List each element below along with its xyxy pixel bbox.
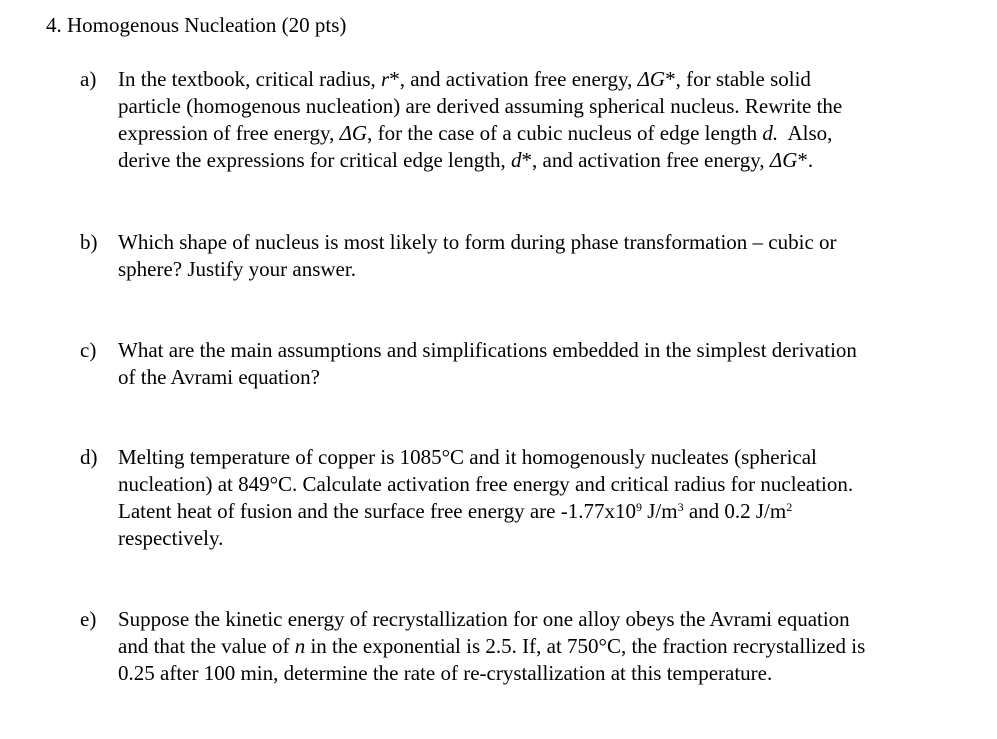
question-d-label: d) [80, 445, 98, 469]
question-d-line-4: respectively. [118, 526, 224, 550]
text-fragment: *, and activation free energy, [389, 67, 638, 91]
question-b-line-2: sphere? Justify your answer. [118, 257, 356, 281]
symbol-delta-g: ΔG [769, 148, 798, 172]
text-fragment: and 0.2 J/m [683, 499, 787, 523]
question-c-line-1: What are the main assumptions and simplifications embedded in the simplest derivation [118, 338, 857, 362]
question-e-label: e) [80, 607, 97, 631]
question-c-label: c) [80, 338, 97, 362]
text-fragment: Also, [778, 121, 833, 145]
question-a-text [118, 66, 958, 174]
question-e-line-1: Suppose the kinetic energy of recrystallization for one alloy obeys the Avrami equation [118, 607, 850, 631]
text-fragment: expression of free energy, [118, 121, 340, 145]
text-fragment: In the textbook, critical radius, [118, 67, 382, 91]
superscript: 9 [635, 499, 642, 514]
text-fragment: *, for stable solid [665, 67, 811, 91]
question-d-line-2: nucleation) at 849°C. Calculate activation free energy and critical radius for nucleation. [118, 472, 854, 496]
text-fragment: , for the case of a cubic nucleus of edge length [367, 121, 763, 145]
problem-heading: 4. Homogenous Nucleation (20 pts) [46, 13, 347, 37]
question-a-label: a) [80, 67, 97, 91]
question-a-line-1 [118, 66, 958, 93]
question-e-text [118, 606, 958, 687]
text-fragment: *. [797, 148, 814, 172]
question-c-text [118, 337, 958, 391]
symbol-delta-g: ΔG [637, 67, 666, 91]
question-c-line-2: of the Avrami equation? [118, 365, 320, 389]
symbol-r: r [381, 67, 390, 91]
text-fragment: J/m [641, 499, 678, 523]
superscript: 3 [677, 499, 684, 514]
symbol-delta-g: ΔG [339, 121, 368, 145]
text-fragment: in the exponential is 2.5. If, at 750°C, the fraction recrystallized is [305, 634, 866, 658]
text-fragment: and that the value of [118, 634, 295, 658]
text-fragment: *, and activation free energy, [521, 148, 770, 172]
text-fragment: derive the expressions for critical edge length, [118, 148, 512, 172]
symbol-d: d. [762, 121, 779, 145]
question-b-label: b) [80, 230, 98, 254]
question-d-line-3 [118, 498, 958, 525]
question-a-line-2: particle (homogenous nucleation) are derived assuming spherical nucleus. Rewrite the [118, 94, 843, 118]
question-d-text [118, 444, 958, 552]
question-d-line-1: Melting temperature of copper is 1085°C and it homogenously nucleates (spherical [118, 445, 817, 469]
question-b-text [118, 229, 958, 283]
superscript: 2 [786, 499, 793, 514]
question-e-line-3: 0.25 after 100 min, determine the rate of re-crystallization at this temperature. [118, 661, 773, 685]
text-fragment: Latent heat of fusion and the surface free energy are -1.77x10 [118, 499, 636, 523]
question-e-line-2 [118, 633, 958, 660]
symbol-n: n [294, 634, 306, 658]
question-b-line-1: Which shape of nucleus is most likely to form during phase transformation – cubic or [118, 230, 837, 254]
symbol-d: d [511, 148, 522, 172]
question-a-line-3 [118, 120, 958, 147]
question-a-line-4 [118, 147, 958, 174]
